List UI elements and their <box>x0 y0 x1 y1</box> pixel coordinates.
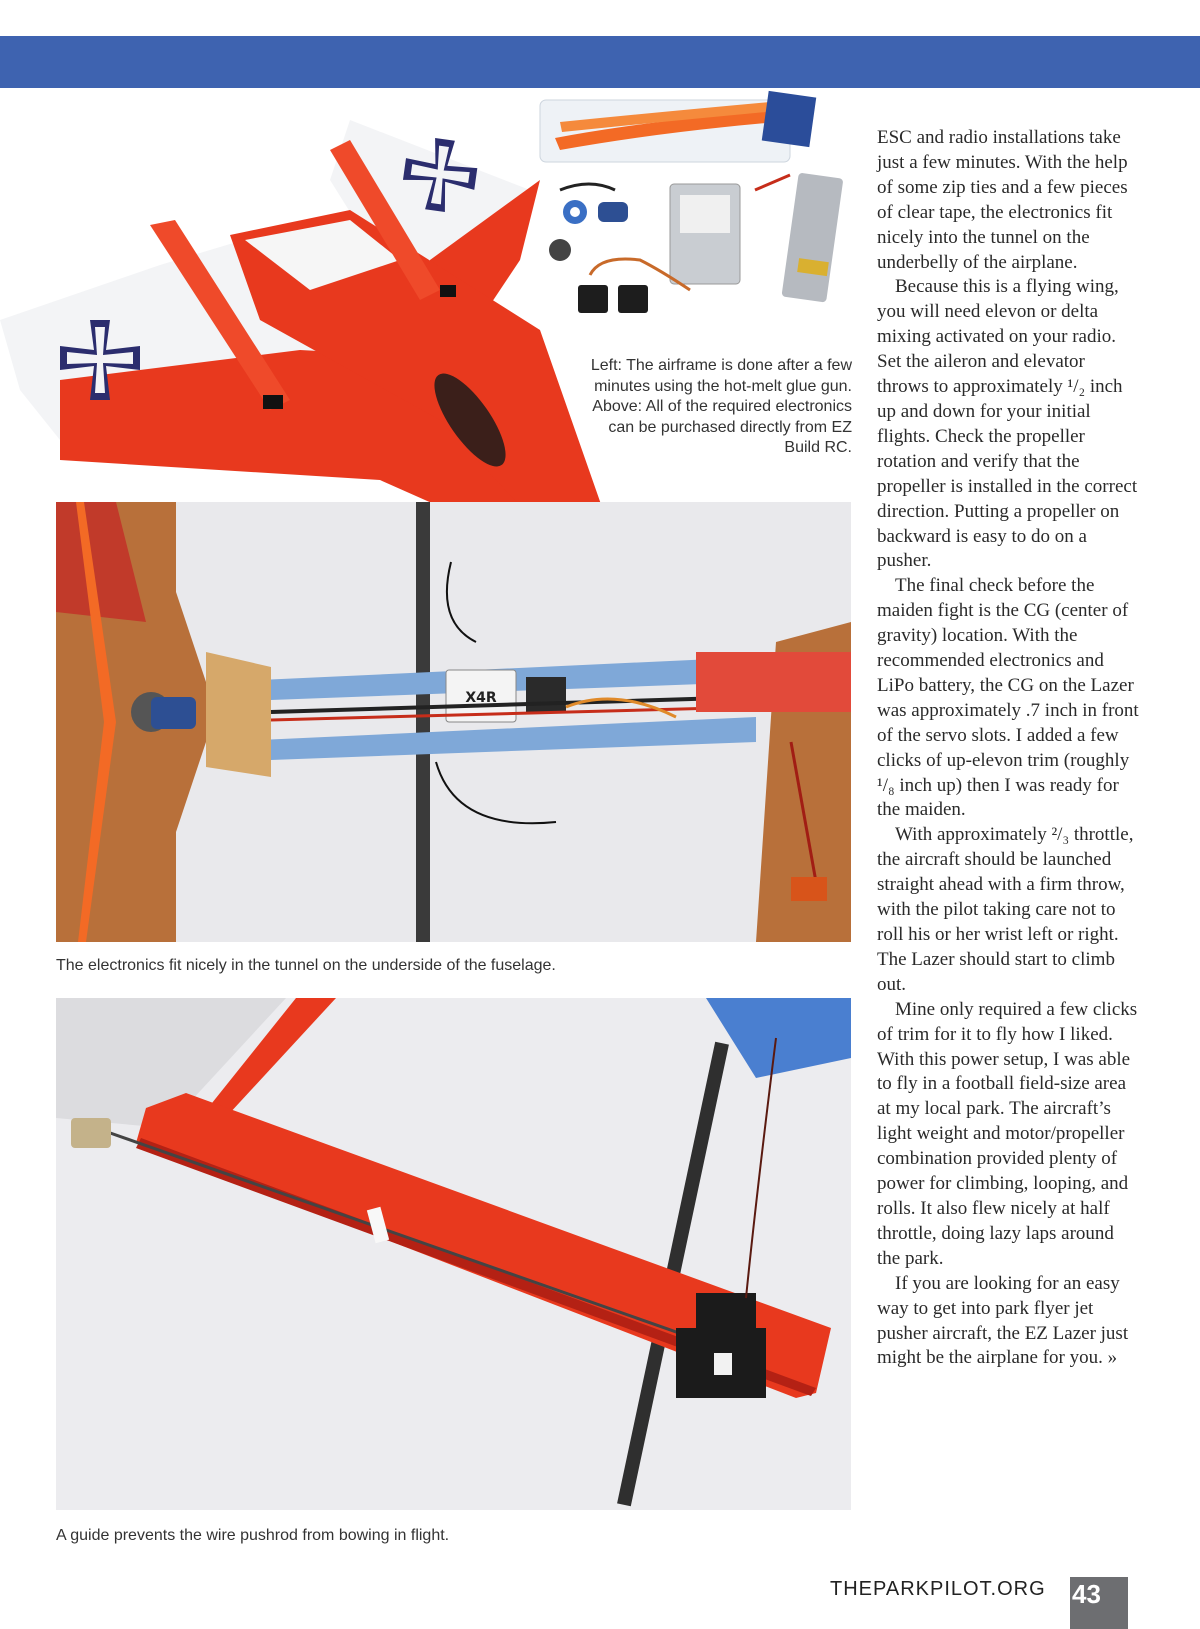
article-paragraph: Because this is a flying wing, you will need elevon or delta mixing activated on your radio. Set the aileron and elevator throws to approximately ¹/₂ inch up and down for your initial flights. Check the propeller rotation and verify that the propeller is installed in the correct direction. Putting a propeller on backward is easy to do on a pusher. <box>877 276 1138 572</box>
photo-caption-bottom: A guide prevents the wire pushrod from bowing in flight. <box>56 1527 450 1544</box>
propeller-package <box>540 91 816 162</box>
article-paragraph: Mine only required a few clicks of trim for it to fly how I liked. With this power setup, I was able to fly in a football field-size area at my local park. The aircraft’s light weight and motor/propeller combination provided plenty of power for climbing, looping, and rolls. It also flew nicely at half throttle, doing lazy laps around the park. <box>877 998 1138 1269</box>
footer-site-name: THEPARKPILOT.ORG <box>830 1578 1046 1600</box>
photo-caption-top: Left: The airframe is done after a few minutes using the hot-melt glue gun. Above: All of the required electronics can be purchased directly from EZ Build RC. <box>590 357 852 456</box>
page-number: 43 <box>1070 1577 1128 1629</box>
airframe-photo <box>0 60 860 540</box>
pushrod-guide-photo <box>56 998 851 1510</box>
article-paragraph: With approximately ²/₃ throttle, the aircraft should be launched straight ahead with a firm throw, with the pilot taking care not to roll his or her wrist left or right. The Lazer should start to climb out. <box>877 824 1134 995</box>
article-paragraph: If you are looking for an easy way to get into park flyer jet pusher aircraft, the EZ Lazer just might be the airplane for you. » <box>877 1272 1129 1369</box>
receiver-label: X4R <box>465 690 497 706</box>
airplane-image <box>0 120 610 540</box>
article-column <box>877 126 1139 1371</box>
electronics-kit <box>549 173 843 313</box>
electronics-tunnel-photo <box>56 502 851 942</box>
photo-caption-middle: The electronics fit nicely in the tunnel on the underside of the fuselage. <box>56 957 556 974</box>
article-paragraph: ESC and radio installations take just a few minutes. With the help of some zip ties and a few pieces of clear tape, the electronics fit nicely into the tunnel on the underbelly of the airplane. <box>877 127 1128 273</box>
article-paragraph: The final check before the maiden fight is the CG (center of gravity) location. With the recommended electronics and LiPo battery, the CG on the Lazer was approximately .7 inch in front of the servo slots. I added a few clicks of up-elevon trim (roughly ¹/₈ inch up) then I was ready for the maiden. <box>877 575 1139 821</box>
